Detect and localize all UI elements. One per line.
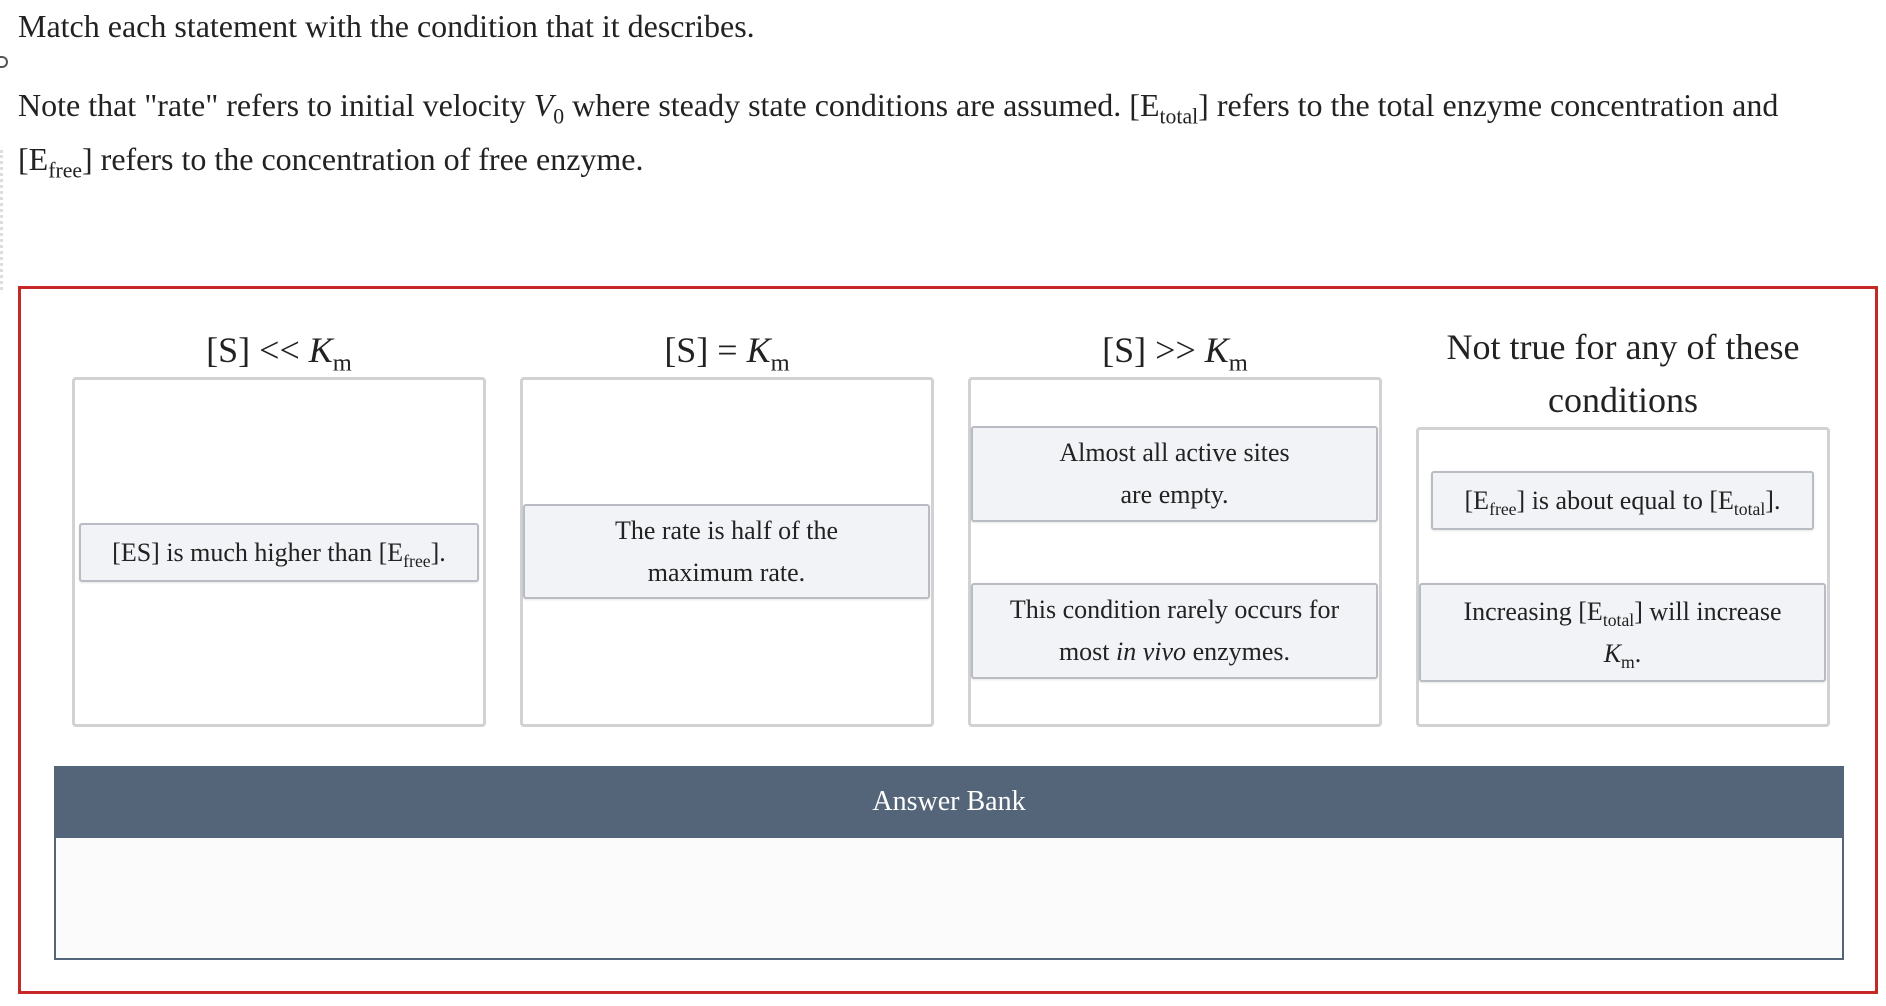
- column-title-s-much-less-than-km: $[S] << K_m$: [206, 330, 352, 377]
- margin-marker: [0, 56, 8, 68]
- card-efree-equal-etotal[interactable]: $[E_{free}]$ is about equal to $[E_{total}]$.: [1431, 471, 1814, 530]
- instruction-note: Note that "rate" refers to initial velocity $V_0$ where steady state conditions are assumed. $[E_{total}]$ refers to the total enzyme concentration and $[E_{free}]$ refers to the concentration of free enzyme.: [18, 87, 1779, 183]
- instruction-heading: Match each statement with the condition that it describes.: [18, 8, 755, 44]
- card-active-sites-empty[interactable]: Almost all active sites are empty.: [971, 426, 1378, 522]
- card-rarely-occurs-in-vivo[interactable]: This condition rarely occurs for most in vivo enzymes.: [971, 583, 1378, 679]
- card-rate-half-max[interactable]: The rate is half of the maximum rate.: [523, 504, 930, 599]
- margin-dots: [0, 150, 6, 290]
- answer-bank-header: Answer Bank: [54, 766, 1844, 838]
- column-title-s-equals-km: $[S] = K_m$: [664, 330, 790, 377]
- answer-bank-drop-area[interactable]: [54, 838, 1844, 960]
- column-title-s-much-greater-than-km: $[S] >> K_m$: [1102, 330, 1248, 377]
- card-es-higher-than-efree[interactable]: [ES] is much higher than $[E_{free}]$.: [79, 523, 479, 582]
- card-increase-etotal-km[interactable]: Increasing $[E_{total}]$ will increase $K_m$.: [1419, 583, 1826, 682]
- column-title-not-true: Not true for any of these conditions: [1446, 327, 1800, 420]
